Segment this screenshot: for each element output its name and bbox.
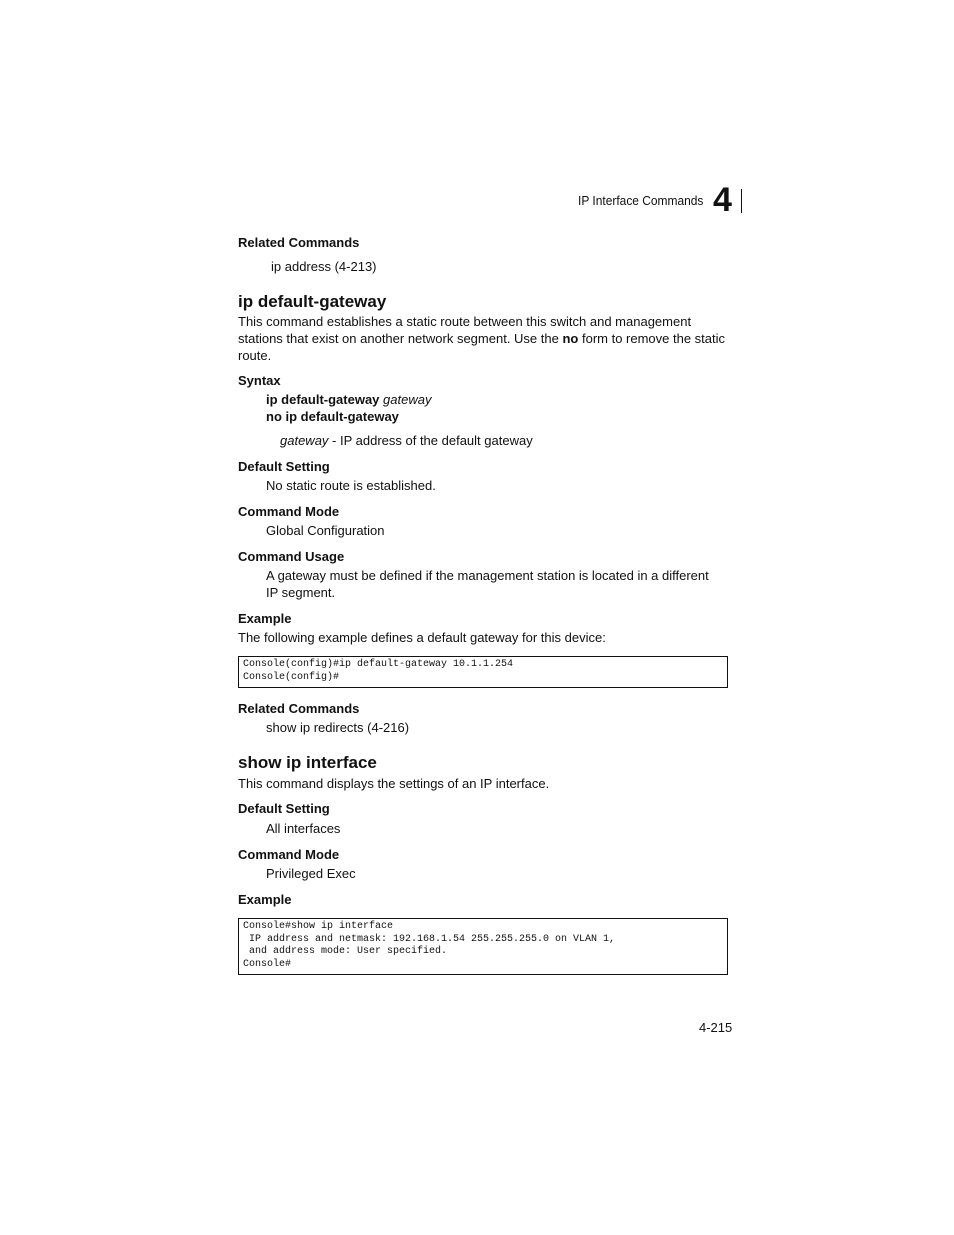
related-command-item: ip address (4-213) xyxy=(271,259,377,274)
default-setting-value: All interfaces xyxy=(266,821,341,836)
code-example-gateway: Console(config)#ip default-gateway 10.1.1.254 Console(config)# xyxy=(238,656,728,688)
default-setting-heading: Default Setting xyxy=(238,801,330,816)
default-setting-heading: Default Setting xyxy=(238,459,330,474)
syntax-command: ip default-gateway xyxy=(266,392,380,407)
related-command-item: show ip redirects (4-216) xyxy=(266,720,410,735)
code-example-show-ip: Console#show ip interface IP address and netmask: 192.168.1.54 255.255.255.0 on VLAN 1, and address mode: User specified. Console# xyxy=(238,918,728,975)
usage-line-1: A gateway must be defined if the management station is located in a different xyxy=(266,568,709,583)
example-intro: The following example defines a default gateway for this device: xyxy=(238,630,606,645)
example-heading: Example xyxy=(238,892,292,907)
parameter-text: - IP address of the default gateway xyxy=(328,433,533,448)
parameter-name: gateway xyxy=(280,433,329,448)
related-commands-heading: Related Commands xyxy=(238,235,360,250)
section-title-show-ip-interface: show ip interface xyxy=(238,753,377,772)
command-mode-heading: Command Mode xyxy=(238,847,340,862)
syntax-parameter: gateway xyxy=(383,392,432,407)
syntax-line-2 xyxy=(266,408,399,425)
command-mode-value: Privileged Exec xyxy=(266,866,356,881)
default-setting-value: No static route is established. xyxy=(266,478,436,493)
command-usage-text xyxy=(266,567,736,601)
related-commands-heading: Related Commands xyxy=(238,701,360,716)
chapter-number: 4 xyxy=(713,181,732,219)
gateway-description xyxy=(238,313,733,364)
parameter-description xyxy=(280,432,533,449)
chapter-divider xyxy=(741,189,742,213)
gateway-desc-line-3: route. xyxy=(238,348,272,363)
example-heading: Example xyxy=(238,611,292,626)
desc-keyword-no: no xyxy=(562,331,579,346)
command-usage-heading: Command Usage xyxy=(238,549,345,564)
desc-text: form to remove the static xyxy=(578,331,726,346)
syntax-command: no ip default-gateway xyxy=(266,409,399,424)
running-header-title: IP Interface Commands xyxy=(578,193,704,208)
section-title-ip-default-gateway: ip default-gateway xyxy=(238,292,387,311)
page-number: 4-215 xyxy=(699,1020,733,1035)
desc-text: stations that exist on another network segment. Use the xyxy=(238,331,563,346)
gateway-desc-line-2 xyxy=(238,330,733,347)
syntax-heading: Syntax xyxy=(238,373,281,388)
usage-line-2: IP segment. xyxy=(266,585,336,600)
command-mode-heading: Command Mode xyxy=(238,504,340,519)
syntax-line-1 xyxy=(266,391,431,408)
show-ip-description: This command displays the settings of an IP interface. xyxy=(238,776,550,791)
command-mode-value: Global Configuration xyxy=(266,523,385,538)
gateway-desc-line-1: This command establishes a static route between this switch and management xyxy=(238,314,692,329)
